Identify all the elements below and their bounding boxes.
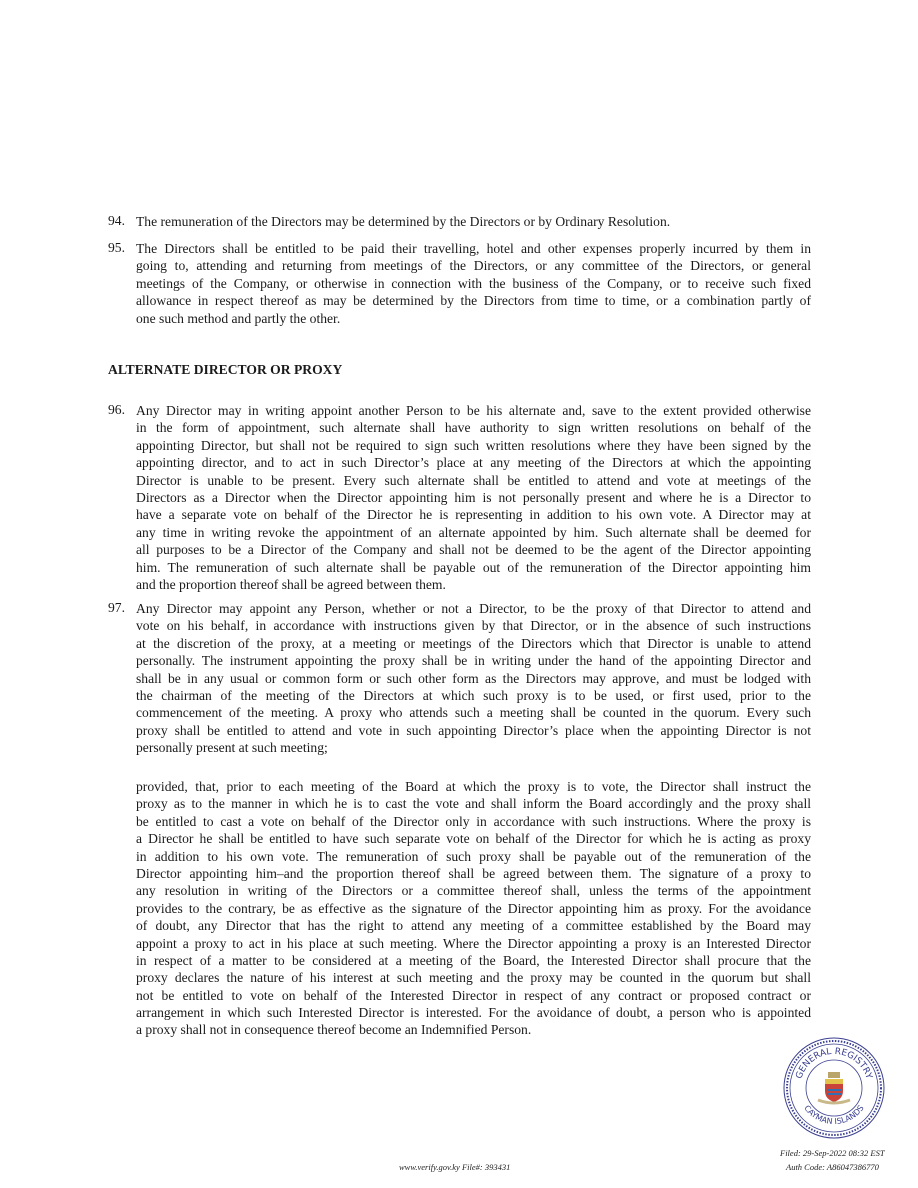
text-line: arrangement in which such Interested Director is interested. For the avoidance of doubt, a person who is appointed [136,1005,811,1021]
text-line: be entitled to cast a vote on behalf of the Director only in accordance with such instructions. Where the proxy is [136,813,811,829]
text-line: appoint a proxy to act in his place at such meeting. Where the Director appointing a proxy is an Interested Director [136,935,811,951]
text-line: personally. The instrument appointing the proxy shall be in writing under the hand of the appointing Director and [136,653,811,669]
text-line: Directors as a Director when the Director appointing him is not personally present and where he is a Director to [136,489,811,505]
text-line: vote on his behalf, in accordance with instructions given by that Director, or in the absence of such instructions [136,618,811,634]
text-line: a proxy shall not in consequence thereof become an Indemnified Person. [136,1022,532,1038]
text-line: any resolution in writing of the Directors or a committee thereof shall, unless the terms of the appointment [136,883,811,899]
text-line: meetings of the Company, or otherwise in connection with the business of the Company, or to receive such fixed [136,275,811,291]
coat-of-arms-icon [818,1072,850,1103]
clause [108,240,811,327]
text-line: proxy shall be entitled to attend and vote in such appointing Director’s place when the appointing Director is not [136,722,811,738]
text-line: in the form of appointment, such alternate shall have authority to sign written resolutions on behalf of the [136,420,811,436]
text-line: proxy as to the manner in which he is to cast the vote and shall inform the Board accordingly and the proxy shall [136,796,811,812]
text-line: a Director he shall be entitled to have such separate vote on behalf of the Director for which he is acting as proxy [136,831,811,847]
text-line: of doubt, any Director that has the right to attend any meeting of a committee established by the Board may [136,918,811,934]
clause [108,402,811,593]
text-line: appointing Director, but shall not be required to sign such written resolutions where they have been signed by the [136,437,811,453]
text-line: in addition to his own vote. The remuneration of such proxy shall be payable out of the remuneration of the [136,848,811,864]
text-line: and the proportion thereof shall be agreed between them. [136,576,446,592]
text-line: the chairman of the meeting of the Directors at which such proxy is to be used, or first used, prior to the [136,687,811,703]
svg-text:CAYMAN ISLANDS: CAYMAN ISLANDS [802,1103,866,1127]
text-line: personally present at such meeting; [136,740,328,756]
auth-code: Auth Code: A86047386770 [786,1162,879,1172]
text-line: Any Director may in writing appoint another Person to be his alternate and, save to the extent provided otherwise [136,403,811,418]
text-line: appointing director, and to act in such Director’s place at any meeting of the Directors at which the appointing [136,455,811,471]
clause-number: 94. [108,213,125,228]
text-line: in respect of a matter to be considered at a meeting of the Board, the Interested Director shall procure that the [136,952,811,968]
text-line: provided, that, prior to each meeting of the Board at which the proxy is to vote, the Director shall instruct the [136,779,811,794]
text-line: shall be in any usual or common form or such other form as the Directors may approve, and must be lodged with [136,670,811,686]
clause-number: 96. [108,402,125,417]
text-line: Director is unable to be present. Every such alternate shall be entitled to attend and vote at meetings of the [136,472,811,488]
text-line: commencement of the meeting. A proxy who attends such a meeting shall be counted in the quorum. Every such [136,705,811,721]
text-line: The Directors shall be entitled to be paid their travelling, hotel and other expenses properly incurred by them in [136,241,811,256]
text-line: provides to the contrary, be as effective as the signature of the Director appointing him as proxy. For the avoidance [136,900,811,916]
text-line: all purposes to be a Director of the Company and shall not be deemed to be the agent of the Director appointing [136,542,811,558]
clause [108,778,811,1039]
text-line: going to, attending and returning from meetings of the Directors, or any committee of the Directors, or general [136,258,811,274]
section-heading: ALTERNATE DIRECTOR OR PROXY [108,362,343,377]
text-line: allowance in respect thereof as may be determined by the Directors from time to time, or a combination partly of [136,293,811,309]
clause-number: 95. [108,240,125,255]
text-line: at the discretion of the proxy, at a meeting or meetings of the Directors which that Director is unable to attend [136,635,811,651]
clause [108,600,811,757]
text-line: one such method and partly the other. [136,310,341,326]
text-line: any time in writing revoke the appointment of an alternate appointed by him. Such alternate shall be deemed for [136,524,811,540]
text-line: proxy declares the nature of his interest at such meeting and the proxy may be counted in the quorum but shall [136,970,811,986]
verify-file-number: www.verify.gov.ky File#: 393431 [399,1162,511,1172]
text-line: him. The remuneration of such alternate shall be payable out of the remuneration of the Director appointing him [136,559,811,575]
filed-timestamp: Filed: 29-Sep-2022 08:32 EST [780,1148,885,1158]
text-line: Any Director may appoint any Person, whether or not a Director, to be the proxy of that Director to attend and [136,601,811,616]
svg-text:GENERAL REGISTRY: GENERAL REGISTRY [794,1046,874,1081]
clause-number: 97. [108,600,125,615]
clause [108,213,811,230]
general-registry-seal [782,1036,886,1140]
text-line: have a separate vote on behalf of the Director he is representing in addition to his own vote. A Director may at [136,507,811,523]
text-line: Director appointing him–and the proportion thereof shall be agreed between them. The signature of a proxy to [136,865,811,881]
text-line: not be entitled to vote on behalf of the Interested Director in respect of any contract or proposed contract or [136,987,811,1003]
text-line: The remuneration of the Directors may be determined by the Directors or by Ordinary Resolution. [136,214,671,229]
